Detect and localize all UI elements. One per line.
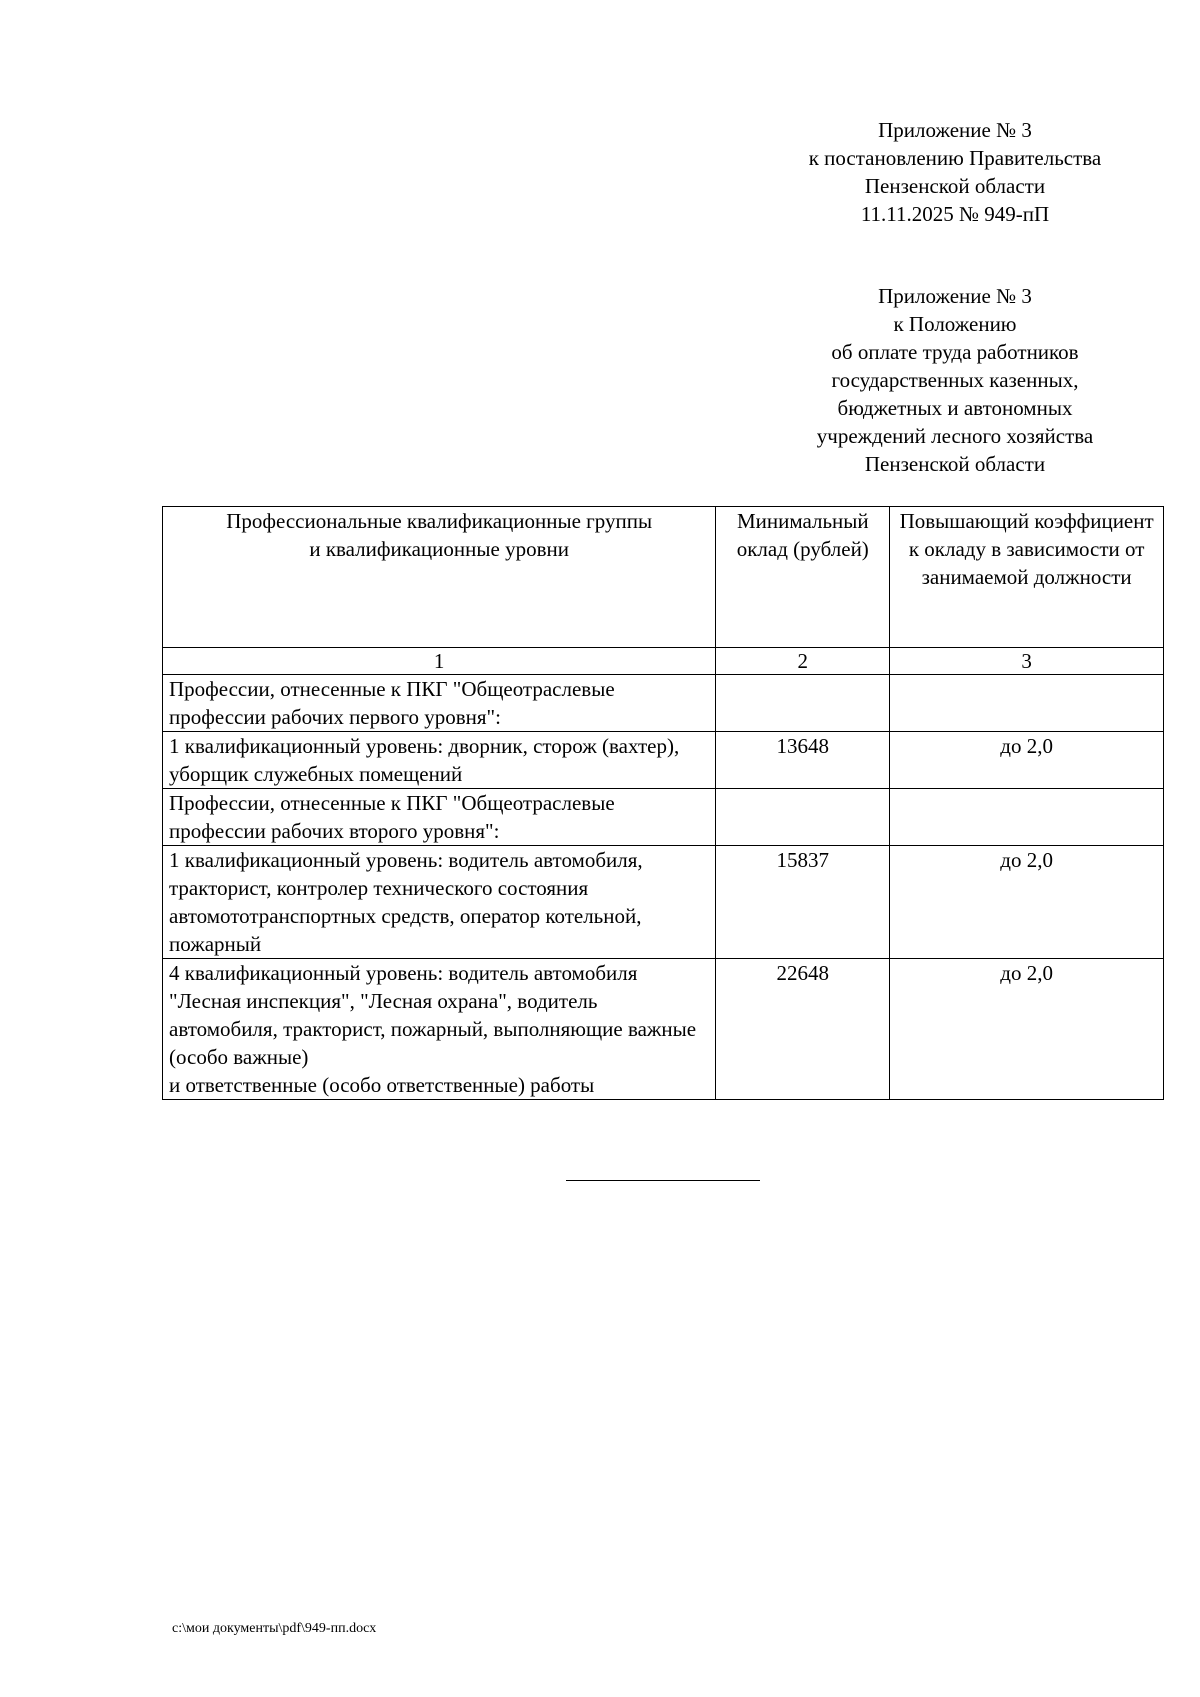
coefficient-value: до 2,0 bbox=[890, 846, 1164, 959]
appendix-line: об оплате труда работников bbox=[831, 340, 1079, 364]
appendix-line: государственных казенных, bbox=[831, 368, 1079, 392]
appendix-government-decree bbox=[760, 116, 1150, 228]
appendix-line: Пензенской области bbox=[864, 452, 1046, 476]
salary-table bbox=[162, 506, 1164, 1100]
level-name: 4 квалификационный уровень: водитель автомобиля "Лесная инспекция", "Лесная охрана", водитель автомобиля, тракторист, пожарный, выполняющие важные (особо важные) и ответственные (особо ответственные) работы bbox=[163, 959, 716, 1100]
group-name: Профессии, отнесенные к ПКГ "Общеотраслевые профессии рабочих первого уровня": bbox=[163, 675, 716, 732]
table-header-row bbox=[163, 507, 1164, 648]
column-numbers-row bbox=[163, 648, 1164, 675]
group-name: Профессии, отнесенные к ПКГ "Общеотраслевые профессии рабочих второго уровня": bbox=[163, 789, 716, 846]
appendix-reference: к постановлению Правительства bbox=[808, 146, 1102, 170]
appendix-title: Приложение № 3 bbox=[878, 284, 1032, 308]
table-row bbox=[163, 846, 1164, 959]
level-name: 1 квалификационный уровень: дворник, сторож (вахтер), уборщик служебных помещений bbox=[163, 732, 716, 789]
header-coefficient: Повышающий коэффициент к окладу в зависимости от занимаемой должности bbox=[890, 507, 1164, 648]
salary-value bbox=[716, 675, 890, 732]
salary-value: 15837 bbox=[716, 846, 890, 959]
appendix-title: Приложение № 3 bbox=[878, 118, 1032, 142]
column-number: 3 bbox=[890, 648, 1164, 675]
table-row bbox=[163, 789, 1164, 846]
appendix-line: бюджетных и автономных bbox=[837, 396, 1073, 420]
salary-value: 22648 bbox=[716, 959, 890, 1100]
header-min-salary: Минимальный оклад (рублей) bbox=[716, 507, 890, 648]
coefficient-value: до 2,0 bbox=[890, 732, 1164, 789]
appendix-date-number: 11.11.2025 № 949-пП bbox=[860, 202, 1050, 226]
salary-value bbox=[716, 789, 890, 846]
table-row bbox=[163, 732, 1164, 789]
appendix-region: Пензенской области bbox=[864, 174, 1046, 198]
table-row bbox=[163, 959, 1164, 1100]
column-number: 2 bbox=[716, 648, 890, 675]
column-number: 1 bbox=[163, 648, 716, 675]
appendix-line: учреждений лесного хозяйства bbox=[816, 424, 1094, 448]
coefficient-value bbox=[890, 789, 1164, 846]
footer-file-path: c:\мои документы\pdf\949-пп.docx bbox=[172, 1621, 377, 1636]
header-qualification-groups: Профессиональные квалификационные группы и квалификационные уровни bbox=[163, 507, 716, 648]
coefficient-value: до 2,0 bbox=[890, 959, 1164, 1100]
appendix-regulation bbox=[760, 282, 1150, 478]
coefficient-value bbox=[890, 675, 1164, 732]
table-row bbox=[163, 675, 1164, 732]
end-of-document-rule bbox=[566, 1180, 760, 1181]
level-name: 1 квалификационный уровень: водитель автомобиля, тракторист, контролер технического состояния автомототранспортных средств, оператор котельной, пожарный bbox=[163, 846, 716, 959]
salary-value: 13648 bbox=[716, 732, 890, 789]
appendix-line: к Положению bbox=[893, 312, 1017, 336]
